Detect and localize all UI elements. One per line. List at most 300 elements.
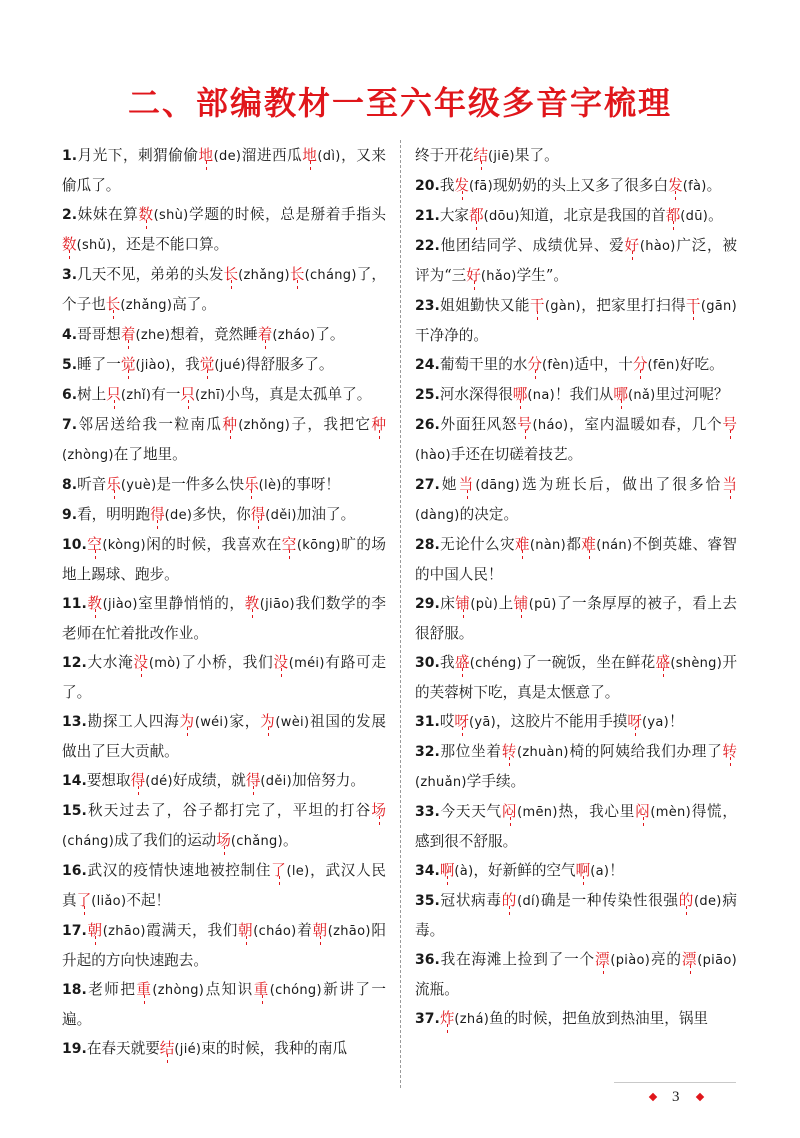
polyphone-char: 难 [581, 536, 597, 553]
pinyin: ( yā ) [469, 715, 496, 730]
sentence-text: 病毒。 [415, 892, 737, 939]
sentence-text: 姐姐勤快又能 [439, 297, 530, 314]
item-number: 24 . [415, 357, 440, 373]
exercise-item [62, 260, 386, 320]
sentence-text: 冠状病毒 [439, 892, 502, 909]
sentence-text: 老师把 [86, 981, 137, 998]
pinyin: ( fēn ) [647, 358, 679, 373]
pinyin: ( zhòng ) [62, 448, 114, 463]
pinyin: ( zhuǎn ) [415, 775, 467, 790]
pinyin: ( gān ) [701, 299, 737, 314]
polyphone-char: 朝 [86, 922, 103, 939]
sentence-text: 我们数学的李老师在忙着批改作业。 [62, 595, 386, 642]
sentence-text: 学手续。 [466, 773, 526, 790]
sentence-text: 的决定。 [459, 506, 519, 523]
item-number: 16 . [62, 863, 87, 879]
sentence-text: 学题的时候，总是掰着手指头 [188, 206, 386, 223]
sentence-text: 都 [565, 536, 582, 553]
polyphone-char: 乐 [244, 476, 259, 493]
polyphone-char: 都 [469, 207, 484, 224]
exercise-item [62, 648, 386, 707]
polyphone-char: 为 [260, 713, 276, 730]
sentence-text: ，我 [170, 356, 200, 373]
pinyin: ( shèng ) [670, 656, 722, 671]
polyphone-char: 种 [222, 416, 239, 433]
exercise-item [415, 291, 737, 350]
exercise-item [62, 410, 386, 470]
sentence-text: 开的芙蓉树下吃，真是太惬意了。 [415, 654, 737, 701]
sentence-text: 得舒服多了。 [245, 356, 334, 373]
polyphone-char: 得 [245, 772, 261, 789]
sentence-text: 新讲了一遍。 [62, 981, 386, 1028]
pinyin: ( dōu ) [484, 209, 520, 224]
item-number: 17 . [62, 923, 87, 939]
pinyin: ( le ) [286, 864, 309, 879]
exercise-item [62, 975, 386, 1034]
sentence-text: 她 [439, 476, 459, 493]
item-number: 13 . [62, 714, 87, 730]
exercise-item [415, 797, 737, 856]
polyphone-char: 觉 [120, 356, 136, 373]
exercise-item [62, 856, 386, 916]
pinyin: ( dàng ) [415, 508, 460, 523]
pinyin: ( piāo ) [697, 953, 737, 968]
polyphone-char: 得 [250, 506, 266, 523]
pinyin: ( zhuàn ) [517, 745, 569, 760]
polyphone-char: 发 [668, 177, 683, 194]
item-number: 36 . [415, 952, 440, 968]
sentence-text: 了。 [315, 326, 345, 343]
sentence-text: 得慌，感到很不舒服。 [415, 803, 737, 850]
pinyin: ( jiē ) [488, 149, 515, 164]
polyphone-char: 场 [216, 832, 231, 849]
pinyin: ( wéi ) [195, 715, 229, 730]
item-number: 29 . [415, 596, 440, 612]
pinyin: ( zhǒng ) [238, 418, 290, 433]
polyphone-char: 当 [722, 476, 737, 493]
sentence-text: 有路可走了。 [62, 654, 386, 701]
item-number: 26 . [415, 417, 440, 433]
sentence-text: 大家 [439, 207, 470, 224]
sentence-text: ！ [669, 713, 684, 730]
item-number: 31 . [415, 714, 440, 730]
item-number: 28 . [415, 537, 440, 553]
sentence-text: 今天天气 [439, 803, 502, 820]
sentence-text: 亮的 [650, 951, 682, 968]
sentence-text: 在了地里。 [113, 446, 187, 463]
item-number: 37 . [415, 1011, 440, 1027]
sentence-text: 旷的场地上踢球、跑步。 [62, 536, 386, 583]
sentence-text: 月光下，刺猬偷偷 [77, 147, 199, 164]
pinyin: ( zháo ) [272, 328, 315, 343]
item-number: 35 . [415, 893, 440, 909]
pinyin: ( dāng ) [475, 478, 520, 493]
polyphone-char: 啊 [575, 862, 591, 879]
item-number: 15 . [62, 803, 87, 819]
polyphone-char: 好 [466, 267, 481, 284]
pinyin: ( děi ) [260, 774, 292, 789]
exercise-item [415, 856, 737, 886]
polyphone-char: 铺 [513, 595, 529, 612]
exercise-item [62, 530, 386, 589]
pinyin: ( méi ) [289, 656, 325, 671]
exercise-item [62, 916, 386, 975]
sentence-text: 束的时候，我种的南瓜 [201, 1040, 348, 1057]
sentence-text: 勘探工人四海 [86, 713, 180, 730]
pinyin: ( hǎo ) [481, 269, 517, 284]
sentence-text: 大水淹 [86, 654, 134, 671]
pinyin: ( zhe ) [135, 328, 170, 343]
polyphone-char: 号 [517, 416, 533, 433]
pinyin: ( dū ) [680, 209, 708, 224]
polyphone-char: 铺 [455, 595, 471, 612]
polyphone-char: 漂 [594, 951, 611, 968]
sentence-text: 妹妹在算 [77, 206, 139, 223]
polyphone-char: 重 [253, 981, 270, 998]
pinyin: ( fà ) [683, 179, 707, 194]
exercise-item [62, 141, 386, 200]
sentence-text: 里过河呢？ [655, 386, 729, 403]
page-title: 二、部编教材一至六年级多音字梳理 [127, 84, 672, 122]
item-number: 11 . [62, 596, 87, 612]
sentence-text: 知道，北京是我国的首 [519, 207, 666, 224]
sentence-text: ，武汉人民真 [62, 862, 386, 909]
exercise-item [415, 1004, 737, 1034]
item-number: 12 . [62, 655, 87, 671]
pinyin: ( pù ) [470, 597, 498, 612]
item-number: 10 . [62, 537, 87, 553]
sentence-text: 那位坐着 [439, 743, 502, 760]
polyphone-char: 难 [514, 536, 530, 553]
pinyin: ( jié ) [174, 1042, 201, 1057]
exercise-item [415, 648, 737, 707]
pinyin: ( chéng ) [470, 656, 522, 671]
pinyin: ( jiào ) [135, 358, 170, 373]
exercise-item [415, 737, 737, 797]
sentence-text: 我 [439, 177, 455, 194]
sentence-text: 流瓶。 [415, 981, 459, 998]
sentence-text: 多快，你 [192, 506, 251, 523]
pinyin: ( nǎ ) [628, 388, 656, 403]
polyphone-char: 乐 [106, 476, 121, 493]
polyphone-char: 朝 [237, 922, 254, 939]
pinyin: ( mèn ) [650, 805, 691, 820]
sentence-text: ，这胶片不能用手摸 [496, 713, 628, 730]
item-number: 33 . [415, 804, 440, 820]
sentence-text: 家， [228, 713, 261, 730]
pinyin: ( ya ) [642, 715, 669, 730]
pinyin: ( jiào ) [103, 597, 138, 612]
pinyin: ( dé ) [145, 774, 173, 789]
sentence-text: 哎 [439, 713, 455, 730]
sentence-text: 溜进西瓜 [241, 147, 303, 164]
sentence-text: 武汉的疫情快速地被控制住 [86, 862, 272, 879]
sentence-text: 好成绩，就 [172, 772, 246, 789]
exercise-item [415, 231, 737, 291]
polyphone-char: 为 [179, 713, 195, 730]
right-column [415, 141, 737, 1034]
item-number: 8 . [62, 477, 77, 493]
sentence-text: 外面狂风怒 [439, 416, 518, 433]
pinyin: ( kōng ) [297, 538, 341, 553]
sentence-text: 河水深得很 [439, 386, 513, 403]
pinyin: ( chǎng ) [231, 834, 283, 849]
sentence-text: 葡萄干里的水 [439, 356, 528, 373]
sentence-text: 干净净的。 [415, 327, 488, 344]
polyphone-char: 分 [527, 356, 542, 373]
pinyin: ( wèi ) [275, 715, 309, 730]
polyphone-char: 只 [106, 386, 121, 403]
item-number: 6 . [62, 387, 77, 403]
sentence-text: 好吃。 [679, 356, 724, 373]
polyphone-char: 长 [105, 296, 121, 313]
exercise-item [415, 470, 737, 530]
sentence-text: 了，个子也 [62, 266, 386, 313]
polyphone-char: 漂 [681, 951, 698, 968]
item-number: 19 . [62, 1041, 87, 1057]
sentence-text: 点知识 [204, 981, 254, 998]
polyphone-char: 觉 [199, 356, 215, 373]
sentence-text: 加油了。 [296, 506, 356, 523]
pinyin: ( jiāo ) [260, 597, 295, 612]
polyphone-char: 了 [271, 862, 287, 879]
sentence-text: 秋天过去了，谷子都打完了，平坦的打谷 [86, 802, 372, 819]
sentence-text: 学生”。 [516, 267, 568, 284]
exercise-item [62, 589, 386, 648]
pinyin: ( zhòng ) [152, 983, 204, 998]
sentence-text: 是一件多么快 [156, 476, 245, 493]
polyphone-char: 朝 [312, 922, 328, 939]
polyphone-char: 没 [133, 654, 149, 671]
polyphone-char: 转 [501, 743, 517, 760]
exercise-item [62, 707, 386, 766]
exercise-item [415, 201, 737, 231]
sentence-text: 。 [283, 832, 298, 849]
exercise-item [415, 171, 737, 201]
sentence-text: ！ [609, 862, 624, 879]
pinyin: ( fèn ) [542, 358, 574, 373]
item-number: 22 . [415, 238, 440, 254]
sentence-text: 想着，竟然睡 [170, 326, 258, 343]
column-divider [400, 140, 401, 1088]
sentence-text: ，又来偷瓜了。 [62, 147, 386, 194]
item-number: 23 . [415, 298, 440, 314]
polyphone-char: 当 [458, 476, 476, 493]
sentence-text: 成了我们的运动 [114, 832, 217, 849]
sentence-text: 有一 [151, 386, 181, 403]
exercise-item [415, 945, 737, 1004]
sentence-text: 我 [439, 654, 455, 671]
item-number: 32 . [415, 744, 440, 760]
pinyin: ( à ) [454, 864, 473, 879]
pinyin: ( chóng ) [270, 983, 322, 998]
item-number: 20 . [415, 178, 440, 194]
polyphone-char: 得 [150, 506, 165, 523]
polyphone-char: 长 [223, 266, 239, 283]
pinyin: ( piào ) [610, 953, 650, 968]
sentence-text: 室里静悄悄的， [137, 595, 245, 612]
sentence-text: 哥哥想 [77, 326, 121, 343]
polyphone-char: 数 [62, 236, 77, 253]
polyphone-char: 结 [473, 147, 488, 164]
left-column [62, 141, 386, 1064]
exercise-item [62, 1034, 386, 1064]
sentence-text: 鱼的时候，把鱼放到热油里，锅里 [489, 1010, 709, 1027]
sentence-text: 我在海滩上捡到了一个 [439, 951, 595, 968]
item-number: 25 . [415, 387, 440, 403]
exercise-item [415, 410, 737, 470]
sentence-text: 霞满天，我们 [145, 922, 238, 939]
polyphone-char: 干 [529, 297, 545, 314]
pinyin: ( zhāo ) [103, 924, 146, 939]
polyphone-char: 啊 [439, 862, 455, 879]
polyphone-char: 长 [289, 266, 305, 283]
polyphone-char: 重 [136, 981, 153, 998]
polyphone-char: 闷 [635, 803, 651, 820]
sentence-text: 睡了一 [77, 356, 121, 373]
item-number: 9 . [62, 507, 77, 523]
pinyin: ( zhá ) [454, 1012, 489, 1027]
polyphone-char: 的 [678, 892, 695, 909]
sentence-text: 果了。 [514, 147, 559, 164]
item-number: 1 . [62, 148, 77, 164]
item-number: 27 . [415, 477, 440, 493]
polyphone-char: 号 [722, 416, 737, 433]
sentence-text: 确是一种传染性很强 [540, 892, 679, 909]
exercise-item [62, 200, 386, 260]
polyphone-char: 地 [302, 147, 318, 164]
sentence-text: 。 [708, 207, 723, 224]
pinyin: ( zhǐ ) [121, 388, 151, 403]
exercise-item [62, 470, 386, 500]
polyphone-char: 数 [138, 206, 154, 223]
sentence-text: ，好新鲜的空气 [473, 862, 576, 879]
pinyin: ( nàn ) [530, 538, 566, 553]
pinyin: ( yuè ) [121, 478, 157, 493]
sentence-text: 不起！ [126, 892, 171, 909]
pinyin: ( lè ) [259, 478, 282, 493]
sentence-text: 终于开花 [415, 147, 474, 164]
sentence-text: 椅的阿姨给我们办理了 [568, 743, 723, 760]
item-number: 21 . [415, 208, 440, 224]
sentence-text: 不倒英雄、睿智的中国人民！ [415, 536, 737, 583]
pinyin: ( cháng ) [62, 834, 114, 849]
item-number: 30 . [415, 655, 440, 671]
sentence-text: 无论什么灾 [439, 536, 515, 553]
pinyin: ( cháo ) [253, 924, 296, 939]
exercise-item [62, 380, 386, 410]
item-number: 2 . [62, 207, 77, 223]
sentence-text: 广泛，被评为“三 [415, 237, 737, 284]
sentence-text: ，还是不能口算。 [111, 236, 229, 253]
exercise-item [415, 886, 737, 945]
polyphone-char: 教 [86, 595, 103, 612]
sentence-text: 手还在切磋着技艺。 [450, 446, 583, 463]
polyphone-char: 转 [722, 743, 737, 760]
sentence-text: 子，我把它 [290, 416, 372, 433]
polyphone-char: 得 [130, 772, 146, 789]
pinyin: ( dí ) [517, 894, 540, 909]
exercise-item [62, 350, 386, 380]
sentence-text: 现奶奶的头上又多了很多白 [492, 177, 669, 194]
pinyin: ( zhī ) [195, 388, 225, 403]
polyphone-char: 哪 [512, 386, 528, 403]
polyphone-char: 哪 [613, 386, 628, 403]
polyphone-char: 盛 [454, 654, 470, 671]
page-number: 3 [672, 1089, 680, 1105]
sentence-text: 在春天就要 [86, 1040, 160, 1057]
pinyin: ( háo ) [533, 418, 569, 433]
pinyin: ( hào ) [640, 239, 676, 254]
polyphone-char: 呀 [627, 713, 643, 730]
sentence-text: 阳升起的方向快速跑去。 [62, 922, 386, 969]
diamond-right-icon [696, 1093, 704, 1101]
sentence-text: 邻居送给我一粒南瓜 [77, 416, 223, 433]
polyphone-char: 发 [454, 177, 470, 194]
polyphone-char: 分 [632, 356, 648, 373]
polyphone-char: 闷 [501, 803, 518, 820]
sentence-text: 的事呀！ [281, 476, 341, 493]
polyphone-char: 干 [685, 297, 701, 314]
polyphone-char: 地 [198, 147, 214, 164]
pinyin: ( shù ) [154, 208, 189, 223]
item-number: 34 . [415, 863, 440, 879]
exercise-item [415, 589, 737, 648]
polyphone-char: 好 [624, 237, 640, 254]
sentence-text: ！我们从 [554, 386, 614, 403]
exercise-item [62, 500, 386, 530]
polyphone-char: 教 [244, 595, 260, 612]
pinyin: ( de ) [165, 508, 193, 523]
item-number: 7 . [62, 417, 77, 433]
sentence-text: 适中，十 [574, 356, 633, 373]
pinyin: ( zhāo ) [328, 924, 371, 939]
pinyin: ( děi ) [265, 508, 297, 523]
pinyin: ( de ) [694, 894, 722, 909]
footer-rule [614, 1082, 736, 1083]
pinyin: ( pū ) [529, 597, 557, 612]
exercise-item [415, 141, 737, 171]
polyphone-char: 了 [76, 892, 92, 909]
exercise-item [62, 320, 386, 350]
polyphone-char: 着 [257, 326, 273, 343]
exercise-item [415, 707, 737, 737]
item-number: 4 . [62, 327, 77, 343]
polyphone-char: 种 [371, 416, 386, 433]
polyphone-char: 只 [180, 386, 196, 403]
sentence-text: 他团结同学、成绩优异、爱 [439, 237, 625, 254]
pinyin: ( mò ) [149, 656, 181, 671]
sentence-text: 听音 [77, 476, 107, 493]
polyphone-char: 空 [281, 536, 297, 553]
polyphone-char: 结 [159, 1040, 175, 1057]
item-number: 5 . [62, 357, 77, 373]
polyphone-char: 呀 [454, 713, 470, 730]
polyphone-char: 没 [273, 654, 289, 671]
sentence-text: 几天不见，弟弟的头发 [77, 266, 224, 283]
pinyin: ( dì ) [317, 149, 340, 164]
item-number: 18 . [62, 982, 87, 998]
pinyin: ( mēn ) [517, 805, 558, 820]
sentence-text: 看，明明跑 [77, 506, 151, 523]
pinyin: ( de ) [214, 149, 242, 164]
pinyin: ( jué ) [214, 358, 246, 373]
diamond-left-icon [649, 1093, 657, 1101]
sentence-text: 了一条厚厚的被子，看上去很舒服。 [415, 595, 737, 642]
exercise-item [415, 350, 737, 380]
sentence-text: 树上 [77, 386, 107, 403]
exercise-item [62, 796, 386, 856]
